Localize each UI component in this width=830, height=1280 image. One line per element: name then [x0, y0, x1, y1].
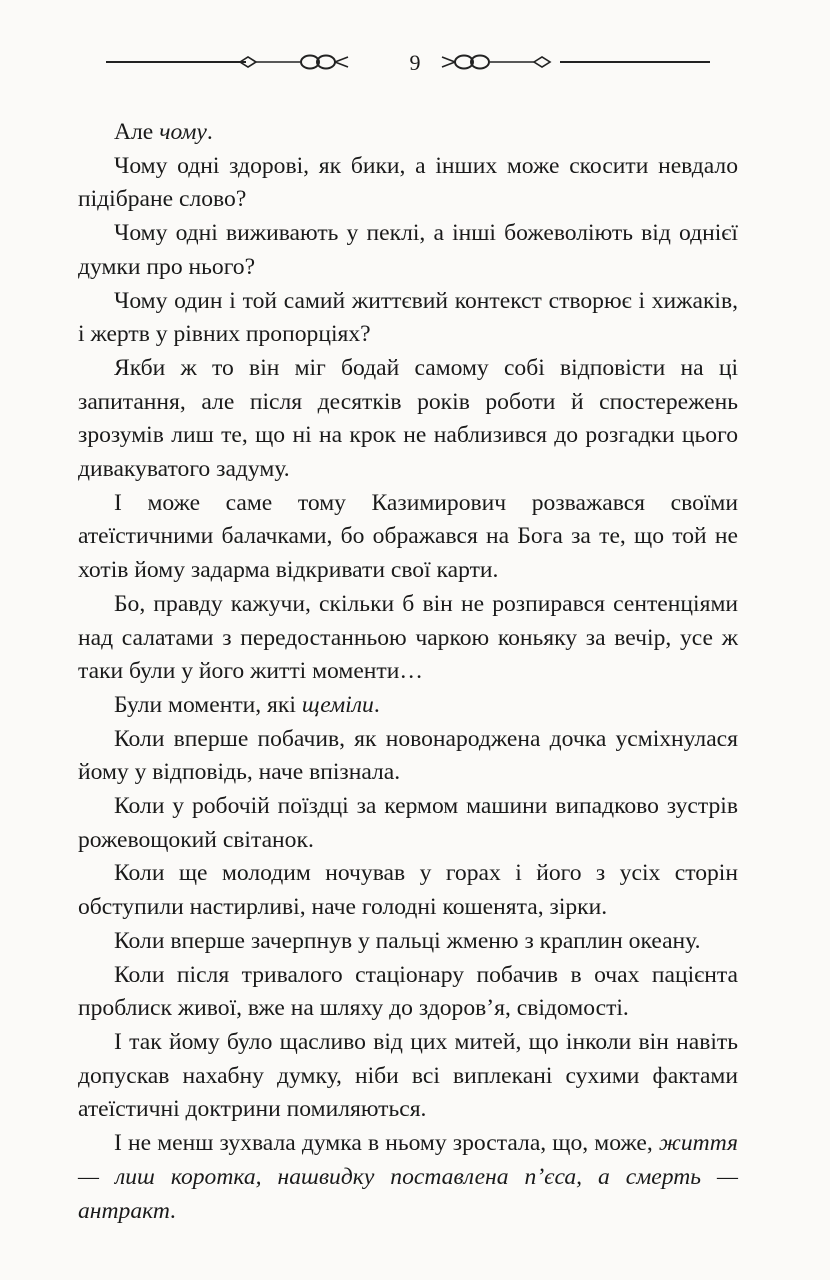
ornament-right-icon: [440, 48, 552, 76]
text-run: Коли у робочій поїздці за кермом машини випадково зустрів рожевощокий світанок.: [78, 793, 738, 853]
text-run: Чому один і той самий життєвий контекст створює і хижаків, і жертв у рівних пропорціях?: [78, 287, 738, 348]
paragraph: [78, 285, 738, 352]
paragraph: [78, 150, 738, 217]
body-text: [78, 116, 738, 1228]
text-run: .: [169, 1197, 176, 1224]
paragraph: [78, 588, 738, 689]
italic-run: чому: [159, 119, 207, 145]
text-run: І так йому було щасливо від цих митей, що інколи він навіть допускав нахабну думку, ніби всі виплекані сухими фактами атеїстичні доктрини помиляються.: [78, 1028, 738, 1123]
paragraph: [78, 689, 738, 723]
text-run: Чому одні здорові, як бики, а інших може скосити невдало підібране слово?: [78, 152, 738, 213]
paragraph: [78, 217, 738, 284]
italic-run: щеміли: [301, 691, 374, 718]
text-run: Коли ще молодим ночував у горах і його з усіх сторін обступили настирливі, наче голодні кошенята, зірки.: [78, 860, 738, 921]
header-rule-right: [560, 61, 710, 63]
page-header: [0, 44, 830, 80]
text-run: Бо, правду кажучи, скільки б він не розпирався сентенціями над салатами з передостанньою чаркою коньяку за вечір, усе ж таки були у його житті моменти…: [78, 590, 738, 685]
paragraph: [78, 1127, 738, 1228]
text-run: Коли після тривалого стаціонару побачив в очах пацієнта проблиск живої, вже на шляху до здоров’я, свідомості.: [78, 961, 738, 1022]
text-run: Були моменти, які: [114, 691, 302, 718]
text-run: Якби ж то він міг бодай самому собі відповісти на ці запитання, але після десятків років роботи й спостережень зрозумів лиш те, що ні на крок не наблизився до розгадки цього дивакуватого задуму.: [78, 354, 738, 483]
text-run: Коли вперше зачерпнув у пальці жменю з краплин океану.: [114, 927, 701, 954]
text-run: .: [206, 119, 213, 145]
text-run: .: [373, 691, 380, 718]
paragraph: [78, 1026, 738, 1127]
paragraph: [78, 857, 738, 924]
text-run: Але: [114, 119, 160, 145]
paragraph: [78, 723, 738, 790]
italic-run: життя — лиш коротка, нашвидку поставлена п’єса, а смерть — антракт: [78, 1130, 738, 1224]
text-run: І може саме тому Казимирович розважався своїми атеїстичними балачками, бо ображався на Бога за те, що той не хотів йому задарма відкривати свої карти.: [78, 489, 738, 584]
paragraph: [78, 487, 738, 588]
text-run: Коли вперше побачив, як новонароджена дочка усміхнулася йому у відповідь, наче впізнала.: [78, 725, 738, 786]
page-number: 9: [409, 50, 421, 75]
text-run: Чому одні виживають у пеклі, а інші божеволіють від однієї думки про нього?: [78, 220, 738, 280]
paragraph: [78, 790, 738, 857]
paragraph: [78, 925, 738, 959]
text-run: І не менш зухвала думка в ньому зростала, що, може,: [114, 1130, 659, 1157]
paragraph: [78, 959, 738, 1026]
paragraph: [78, 116, 738, 150]
paragraph: [78, 352, 738, 487]
